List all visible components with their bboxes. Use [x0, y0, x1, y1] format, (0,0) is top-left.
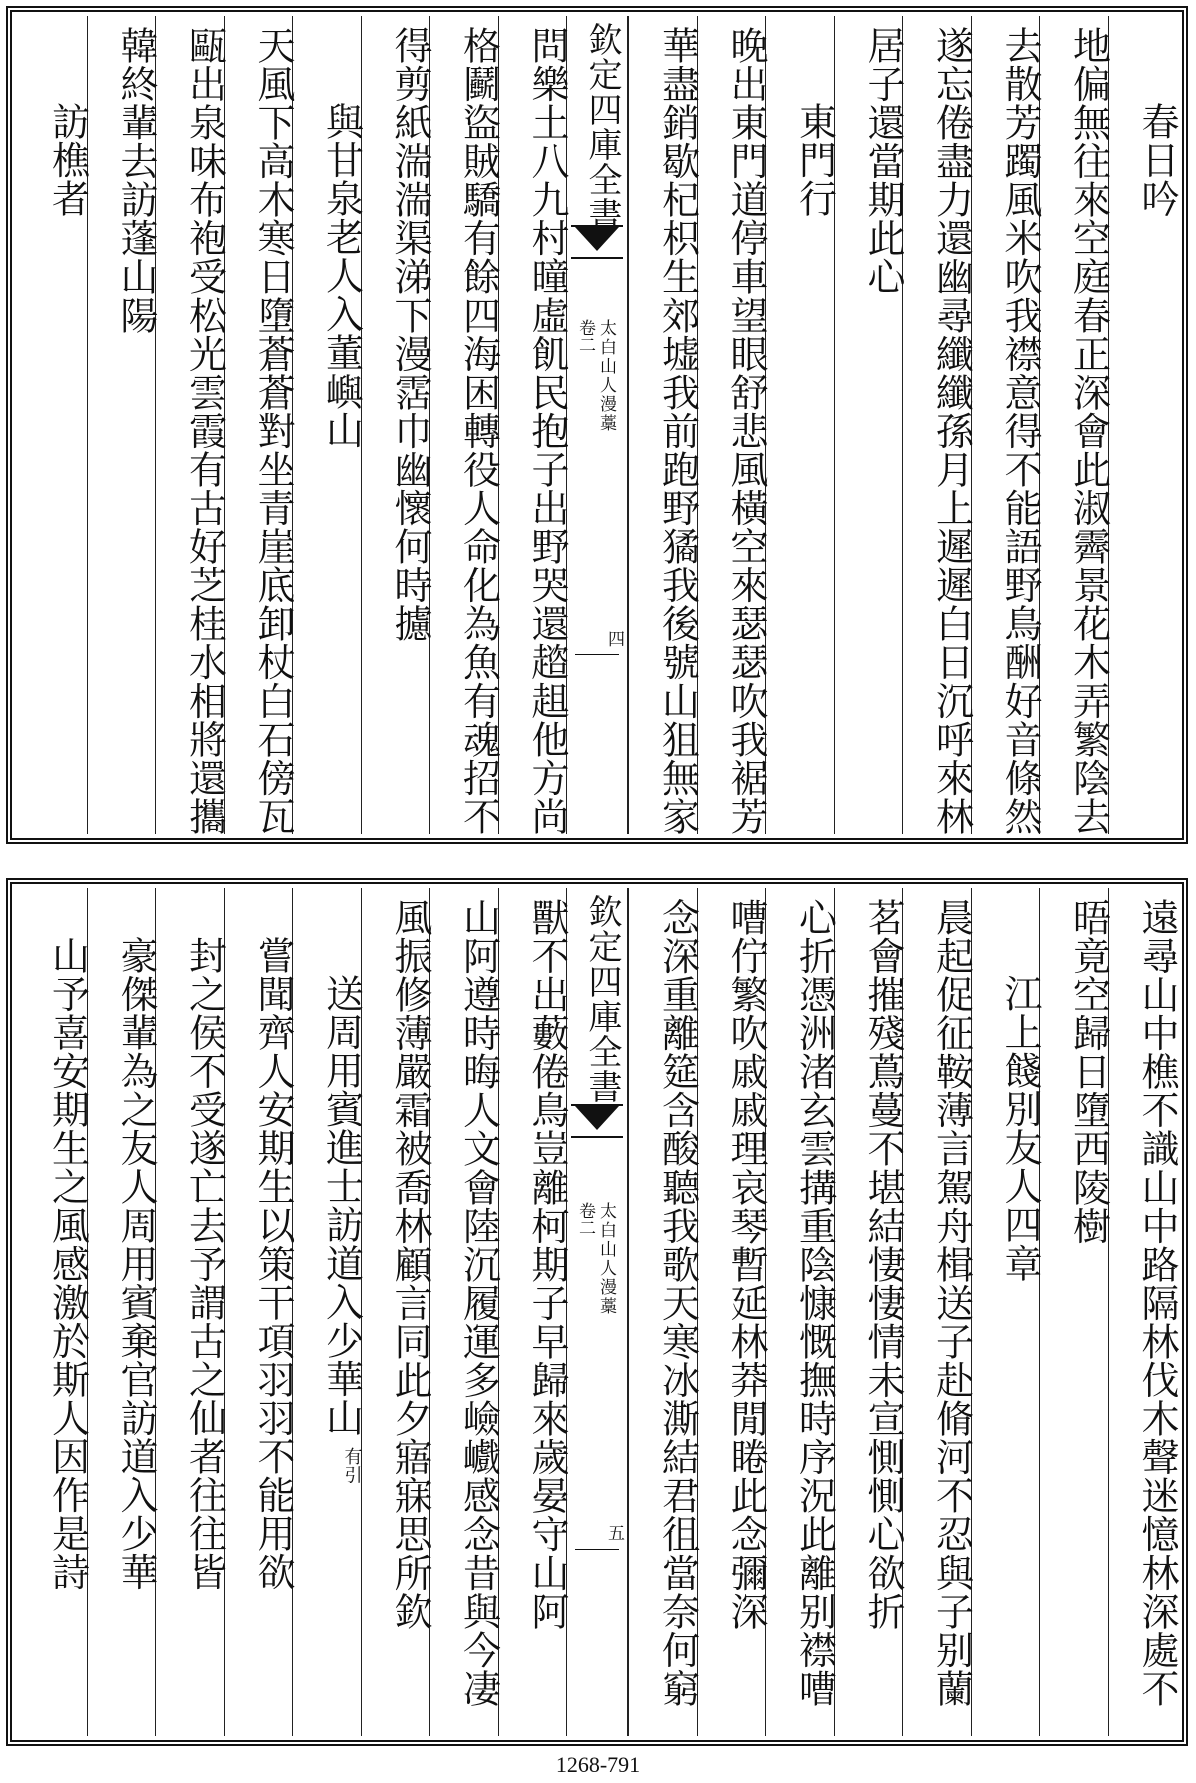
text-column	[361, 16, 430, 834]
lower-page-columns	[18, 888, 1179, 1736]
column-text	[88, 26, 156, 334]
column-text	[698, 898, 766, 1630]
column-text	[225, 26, 293, 836]
column-text-body: 晨起促征鞍薄言駕舟楫送子赴脩河不忍與子别蘭	[929, 898, 974, 1708]
text-column	[628, 888, 700, 1736]
text-column	[429, 888, 501, 1736]
column-text	[1040, 898, 1111, 1245]
folio-number: 四	[604, 629, 624, 647]
text-column	[902, 888, 974, 1736]
folio-rule	[575, 654, 619, 655]
column-text	[972, 974, 1040, 1282]
text-column	[697, 888, 766, 1736]
column-text	[156, 26, 227, 836]
page-footer-number: 1268-791	[555, 1752, 641, 1777]
column-text	[18, 102, 90, 218]
text-column	[498, 888, 567, 1736]
text-column	[87, 16, 156, 834]
text-column	[18, 16, 90, 834]
column-text	[156, 936, 227, 1592]
column-text	[499, 898, 567, 1630]
text-column	[224, 16, 293, 834]
column-text-body: 去散芳躅風米吹我襟意得不能語野鳥酬好音條然	[998, 26, 1042, 836]
text-column	[361, 888, 430, 1736]
column-text-body: 山阿遵時晦人文會陸沉履運多嶮巇感念昔與今凄	[456, 898, 501, 1708]
folio-rule	[575, 1549, 619, 1550]
column-text-body: 送周用賓進士訪道入少華山	[319, 974, 364, 1437]
book-title: 太白山人漫藁	[596, 318, 616, 433]
column-text-body: 遠尋山中樵不識山中路隔林伐木聲迷憶林深處不	[1135, 898, 1179, 1708]
column-text-body: 風振修薄嚴霜被喬林顧言同此夕寤寐思所欽	[388, 898, 432, 1631]
book-title: 太白山人漫藁	[596, 1201, 616, 1316]
fishtail-mark-icon	[571, 1104, 623, 1138]
column-text	[766, 102, 837, 218]
text-column	[628, 16, 700, 836]
library-title: 欽定四庫全書	[582, 894, 622, 1104]
column-text-body: 格鬬盜賊驕有餘四海困轉役人命化為魚有魂招不	[456, 26, 501, 836]
column-text	[698, 26, 766, 836]
column-text-body: 春日吟	[1135, 102, 1179, 218]
column-text-body: 與甘泉老人入董嶼山	[319, 102, 364, 449]
column-text-body: 地偏無往來空庭春正深會此淑霽景花木弄繁陰去	[1066, 26, 1111, 836]
column-text	[1109, 898, 1177, 1708]
column-text	[362, 26, 430, 643]
column-text	[430, 898, 501, 1708]
column-text	[88, 936, 156, 1591]
upper-page	[6, 6, 1188, 844]
text-column	[498, 16, 567, 834]
column-text-body: 得剪紙湍湍渠涕下漫霑巾幽懷何時攄	[388, 26, 432, 643]
text-column	[971, 16, 1040, 834]
column-text-body: 山予喜安期生之風感激於斯人因作是詩	[45, 936, 90, 1592]
column-text-body: 豪傑輩為之友人周用賓棄官訪道入少華	[114, 936, 158, 1592]
column-text	[1109, 102, 1177, 218]
column-text-body: 江上餞別友人四章	[998, 974, 1042, 1283]
volume-label: 卷二	[575, 318, 595, 353]
lower-page	[6, 878, 1188, 1746]
column-text-body: 心折憑洲渚玄雲搆重陰慷慨撫時序況此離别襟嘈	[792, 898, 837, 1708]
column-text-body: 念深重離筵含酸聽我歌天寒冰澌結君徂當奈何窮	[655, 898, 700, 1708]
fishtail-mark-icon	[571, 225, 623, 259]
column-text-body: 遂忘倦盡力還幽尋纖纖孫月上遲遲白日沉呼來林	[929, 26, 974, 836]
column-text-body: 嘈佇繁吹戚戚理哀琴暫延林莽閒睠此念彌深	[724, 898, 768, 1631]
text-column	[155, 16, 227, 836]
text-column	[292, 16, 364, 834]
column-text-body: 東門行	[792, 102, 837, 218]
text-column	[765, 16, 837, 834]
text-column	[429, 16, 501, 836]
folio-number: 五	[604, 1524, 624, 1541]
column-text	[293, 102, 364, 449]
column-text-body: 獸不出藪倦鳥豈離柯期子早歸來歲晏守山阿	[525, 898, 569, 1631]
upper-page-columns	[18, 16, 1179, 836]
column-text-body: 茗會摧殘蔦蔓不堪結悽悽情未宣惻惻心欲折	[861, 898, 905, 1631]
column-text-body: 韓終輩去訪蓬山陽	[114, 26, 158, 335]
column-text-body: 甌出泉味布袍受松光雲霞有古好芝桂水相將還攜	[182, 26, 227, 836]
column-text	[362, 898, 430, 1630]
text-column	[87, 888, 156, 1736]
column-text	[629, 26, 700, 836]
column-text-body: 華盡銷歇杞枳生郊墟我前跑野獝我後號山狙無家	[655, 26, 700, 836]
text-column	[292, 888, 364, 1736]
library-title: 欽定四庫全書	[582, 22, 622, 232]
text-column	[1108, 16, 1177, 834]
text-column	[765, 888, 837, 1736]
text-column	[155, 888, 227, 1736]
column-text-body: 訪樵者	[45, 102, 90, 218]
text-column	[834, 16, 903, 834]
column-text-body: 晤竟空歸日墮西陵樹	[1066, 898, 1111, 1245]
column-text	[903, 898, 974, 1708]
text-column	[1039, 888, 1111, 1736]
column-text	[293, 974, 364, 1484]
text-column	[1108, 888, 1177, 1736]
column-text-body: 天風下高木寒日墮蒼蒼對坐青崖底卸杖白石傍瓦	[251, 26, 295, 836]
column-text	[629, 898, 700, 1708]
text-column	[697, 16, 766, 834]
volume-label: 卷二	[575, 1201, 595, 1236]
text-column	[18, 888, 90, 1736]
center-fold-column	[566, 888, 628, 1736]
column-text	[766, 898, 837, 1708]
column-text-body: 問樂土八九村曈虛飢民抱子出野哭還趦趄他方尚	[525, 26, 569, 836]
column-text-body: 晚出東門道停車望眼舒悲風橫空來瑟瑟吹我裾芳	[724, 26, 768, 836]
center-fold-column	[566, 16, 628, 834]
text-column	[902, 16, 974, 836]
column-text	[499, 26, 567, 836]
column-text	[430, 26, 501, 836]
column-annotation: 有引	[341, 1446, 363, 1484]
column-text	[835, 26, 903, 296]
text-column	[224, 888, 293, 1736]
column-text-body: 嘗聞齊人安期生以策干項羽羽不能用欲	[251, 936, 295, 1592]
text-column	[834, 888, 903, 1736]
column-text	[18, 936, 90, 1592]
text-column	[971, 888, 1040, 1736]
column-text-body: 封之侯不受遂亡去予謂古之仙者往往皆	[182, 936, 227, 1592]
text-column	[1039, 16, 1111, 836]
column-text	[835, 898, 903, 1630]
column-text	[903, 26, 974, 836]
column-text	[1040, 26, 1111, 836]
column-text	[225, 936, 293, 1591]
column-text-body: 居子還當期此心	[861, 26, 905, 296]
column-text	[972, 26, 1040, 836]
